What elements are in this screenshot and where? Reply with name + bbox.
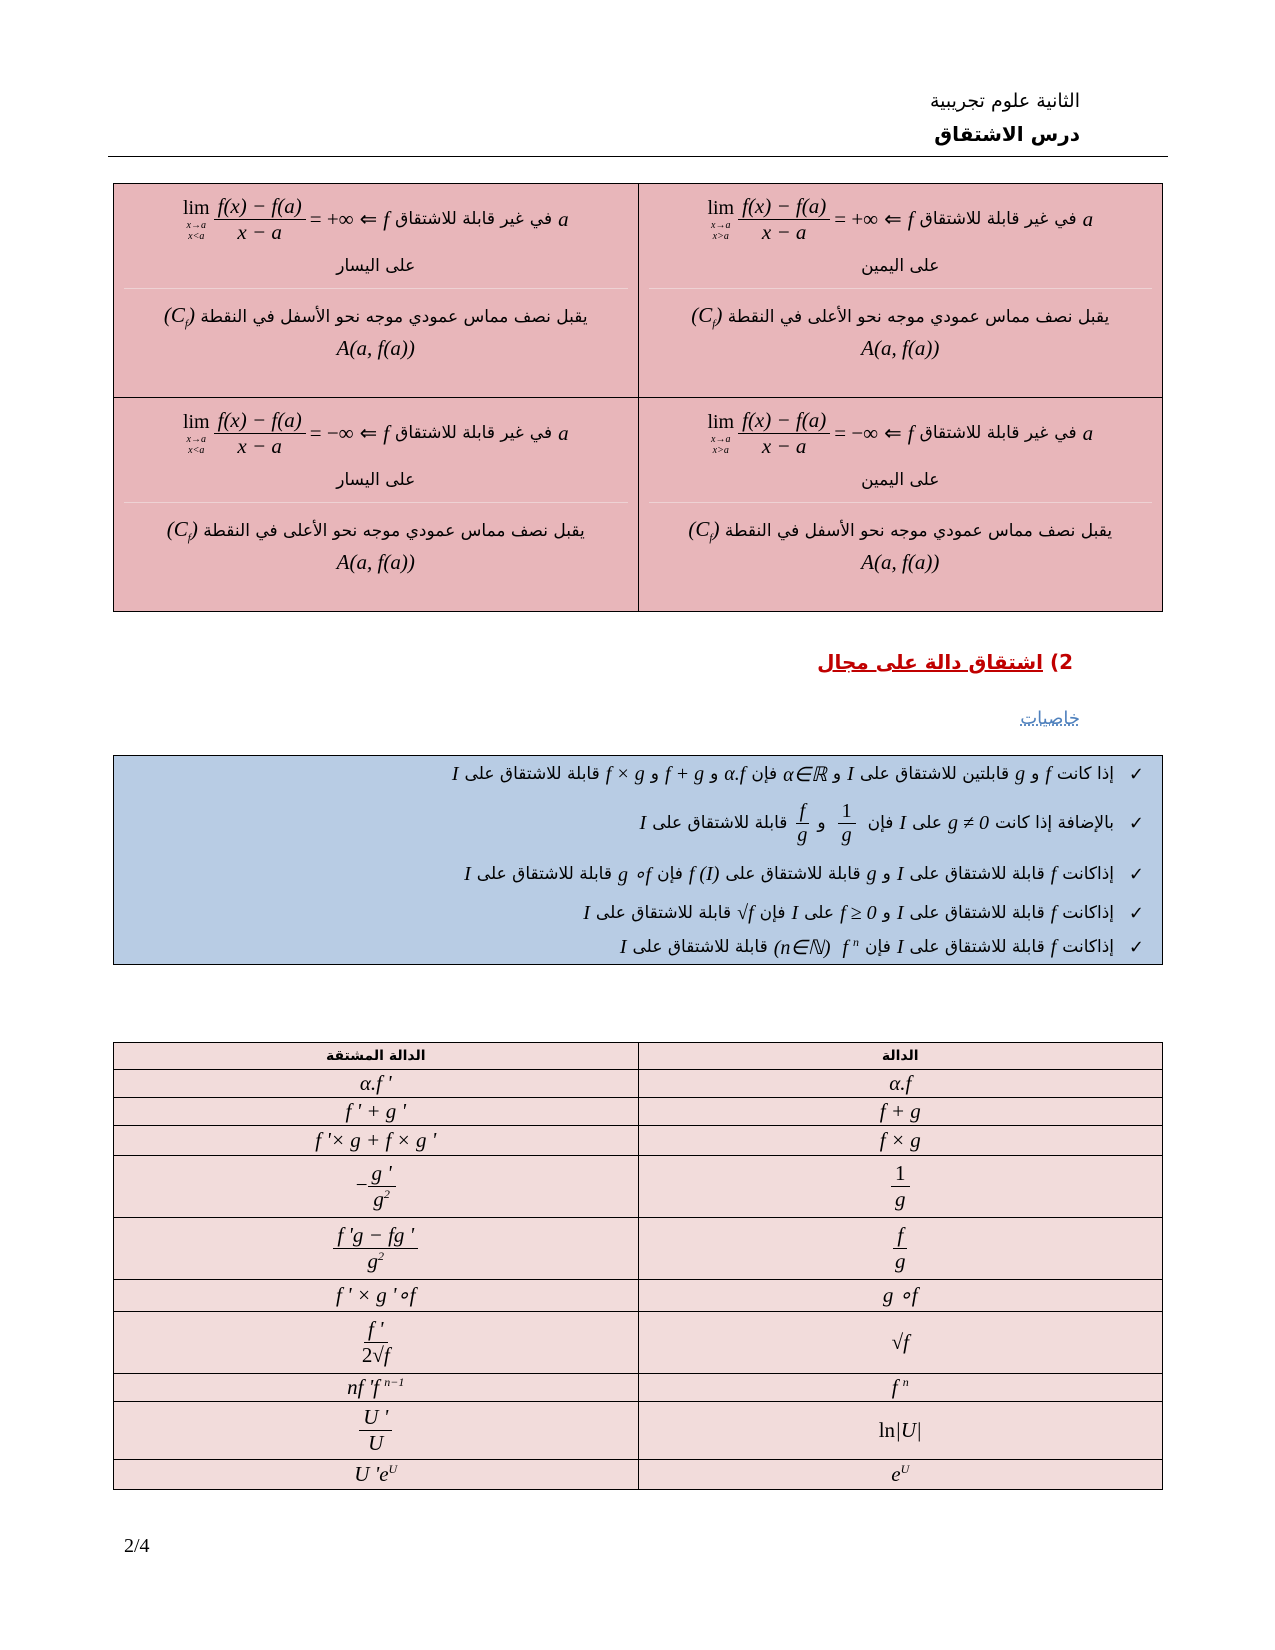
implies-symbol: ⇐	[359, 420, 378, 445]
function-cell: α.f	[638, 1070, 1163, 1098]
limit-value: = +∞	[309, 206, 354, 231]
limit-statement	[649, 402, 1153, 464]
lim-sub-top: x→a	[711, 433, 731, 445]
var-f: f	[907, 206, 914, 231]
difference-quotient	[738, 408, 830, 459]
column-header-derivative: الدالة المشتقة	[114, 1043, 639, 1070]
lim-operator	[183, 197, 210, 242]
var-a: a	[1082, 420, 1094, 445]
not-derivable-text: في	[1054, 209, 1077, 229]
tangent-description: يقبل نصف مماس عمودي موجه نحو الأسفل في النقطة $(C_f)$	[163, 303, 588, 331]
lim-word: lim	[707, 410, 735, 433]
function-cell: g ∘f	[638, 1280, 1163, 1312]
table-row	[114, 1126, 1163, 1156]
lesson-title: درس الاشتقاق	[934, 122, 1080, 146]
not-derivable-text: غير قابلة للاشتقاق	[395, 209, 524, 229]
implies-symbol: ⇐	[359, 206, 378, 231]
derivative-cell: $\frac{f 'g - fg '}{g^2}$	[114, 1218, 639, 1280]
derivative-cell: f '× g + f × g '	[114, 1126, 639, 1156]
property-item: ✓ إذاكانت f قابلة للاشتقاق على I و g قابلة للاشتقاق على f (I) فإن g ∘f قابلة للاشتقاق على I	[464, 862, 1144, 886]
check-icon: ✓	[1128, 936, 1144, 958]
tangent-cell-right-minus	[638, 398, 1163, 612]
page-number: 2/4	[124, 1535, 150, 1557]
section-number: 2)	[1049, 650, 1073, 674]
not-derivable-text: في	[529, 423, 553, 443]
derivative-cell: $\frac{U '}{U}$	[114, 1402, 639, 1460]
fraction-denominator: x − a	[761, 433, 807, 458]
table-row	[114, 1374, 1163, 1402]
var-a: a	[558, 206, 569, 231]
side-label: على اليسار	[124, 470, 628, 503]
fraction-numerator: f(x) − f(a)	[214, 408, 306, 434]
limit-expression	[707, 194, 878, 245]
tangent-description: يقبل نصف مماس عمودي موجه نحو الأعلى في النقطة $(C_f)$	[166, 517, 585, 545]
limit-value: = −∞	[309, 420, 354, 445]
limit-statement	[124, 188, 628, 250]
difference-quotient	[738, 194, 830, 245]
function-cell: f + g	[638, 1098, 1163, 1126]
table-row	[114, 1280, 1163, 1312]
var-a: a	[558, 420, 569, 445]
vertical-tangents-table	[113, 183, 1163, 612]
fraction-denominator: x − a	[237, 219, 282, 244]
lim-operator	[707, 411, 734, 456]
derivative-cell: − $\frac{g '}{g^2}$	[114, 1156, 639, 1218]
difference-quotient	[214, 408, 306, 459]
check-icon: ✓	[1128, 812, 1144, 834]
not-derivable-text: غير قابلة للاشتقاق	[919, 423, 1049, 443]
derivatives-table	[113, 1042, 1163, 1490]
var-a: a	[1082, 206, 1094, 231]
fraction-denominator: x − a	[761, 219, 807, 244]
tangent-description: يقبل نصف مماس عمودي موجه نحو الأعلى في النقطة $(C_f)$	[691, 303, 1110, 331]
tangent-point: A(a, f(a))	[861, 336, 940, 361]
table-row	[114, 1312, 1163, 1374]
function-cell: f $^n$	[638, 1374, 1163, 1402]
limit-statement	[124, 402, 628, 464]
tangent-point: A(a, f(a))	[861, 550, 940, 575]
lim-sub-bottom: x>a	[712, 444, 729, 456]
function-cell: f × g	[638, 1126, 1163, 1156]
column-header-function: الدالة	[638, 1043, 1163, 1070]
tangent-cell-right-plus	[638, 184, 1163, 398]
lim-sub-bottom: x<a	[188, 230, 205, 242]
class-level: الثانية علوم تجريبية	[929, 90, 1080, 112]
section-heading	[817, 650, 1073, 674]
tangent-cell-left-plus	[114, 184, 639, 398]
lim-operator	[183, 411, 210, 456]
limit-expression	[183, 408, 354, 459]
derivative-cell: $\frac{f '}{2√f}$	[114, 1312, 639, 1374]
function-cell: $e^U$	[638, 1460, 1163, 1490]
lim-sub-top: x→a	[186, 433, 206, 445]
derivative-cell: α.f '	[114, 1070, 639, 1098]
limit-expression	[707, 408, 878, 459]
table-row	[114, 1098, 1163, 1126]
lim-sub-top: x→a	[711, 219, 731, 231]
lim-word: lim	[182, 410, 210, 433]
table-row	[114, 1402, 1163, 1460]
function-cell: √f	[638, 1312, 1163, 1374]
fraction-numerator: f(x) − f(a)	[738, 408, 830, 434]
function-cell: $\frac{f}{g}$	[638, 1218, 1163, 1280]
side-label: على اليمين	[649, 256, 1153, 289]
properties-label: خاصيات	[1020, 708, 1080, 729]
fraction-numerator: f(x) − f(a)	[738, 194, 830, 220]
function-cell: $\frac{1}{g}$	[638, 1156, 1163, 1218]
difference-quotient	[214, 194, 306, 245]
lim-operator	[707, 197, 734, 242]
table-row	[114, 1156, 1163, 1218]
limit-value: = +∞	[834, 206, 879, 231]
tangent-point: A(a, f(a))	[336, 336, 415, 361]
property-item: ✓ إذا كانت f و g قابلتين للاشتقاق على I و α∈ℝ فإن α.f و f + g و f × g قابلة للاشتقاق على I	[451, 762, 1144, 786]
side-label: على اليسار	[124, 256, 628, 289]
var-f: f	[383, 420, 390, 445]
implies-symbol: ⇐	[884, 420, 902, 445]
limit-expression	[183, 194, 354, 245]
properties-box	[113, 755, 1163, 965]
check-icon: ✓	[1128, 902, 1144, 924]
derivative-cell: f ' × g '∘f	[114, 1280, 639, 1312]
table-row	[114, 1070, 1163, 1098]
not-derivable-text: غير قابلة للاشتقاق	[395, 423, 524, 443]
var-f: f	[907, 420, 914, 445]
check-icon: ✓	[1128, 763, 1144, 785]
property-item: ✓ بالإضافة إذا كانت g ≠ 0 على I فإن $\frac{1}{g}$ و $\frac{f}{g}$ قابلة للاشتقاق على I	[639, 799, 1144, 846]
not-derivable-text: في	[1054, 423, 1077, 443]
lim-sub-bottom: x>a	[712, 230, 729, 242]
tangent-point: A(a, f(a))	[336, 550, 415, 575]
lim-word: lim	[182, 196, 210, 219]
property-item: ✓ إذاكانت f قابلة للاشتقاق على I و f ≥ 0 على I فإن √f قابلة للاشتقاق على I	[583, 901, 1144, 924]
limit-statement	[649, 188, 1153, 250]
tangent-description: يقبل نصف مماس عمودي موجه نحو الأسفل في النقطة $(C_f)$	[688, 517, 1113, 545]
check-icon: ✓	[1128, 863, 1144, 885]
fraction-denominator: x − a	[237, 433, 282, 458]
table-row	[114, 1218, 1163, 1280]
lim-word: lim	[707, 196, 735, 219]
not-derivable-text: في	[529, 209, 553, 229]
lim-sub-bottom: x<a	[188, 444, 205, 456]
side-label: على اليمين	[649, 470, 1153, 503]
header-divider	[108, 156, 1168, 157]
lim-sub-top: x→a	[186, 219, 206, 231]
derivative-cell: nf 'f $^{n-1}$	[114, 1374, 639, 1402]
property-item: ✓ إذاكانت f قابلة للاشتقاق على I فإن f $^n$ (n∈ℕ) قابلة للاشتقاق على I	[619, 934, 1144, 959]
function-cell: ln|U|	[638, 1402, 1163, 1460]
implies-symbol: ⇐	[884, 206, 902, 231]
var-f: f	[383, 206, 390, 231]
table-row	[114, 1460, 1163, 1490]
derivative-cell: U '$e^U$	[114, 1460, 639, 1490]
derivative-cell: f ' + g '	[114, 1098, 639, 1126]
fraction-numerator: f(x) − f(a)	[214, 194, 306, 220]
tangent-cell-left-minus	[114, 398, 639, 612]
section-title: اشتقاق دالة على مجال	[817, 650, 1043, 674]
limit-value: = −∞	[834, 420, 879, 445]
not-derivable-text: غير قابلة للاشتقاق	[919, 209, 1049, 229]
